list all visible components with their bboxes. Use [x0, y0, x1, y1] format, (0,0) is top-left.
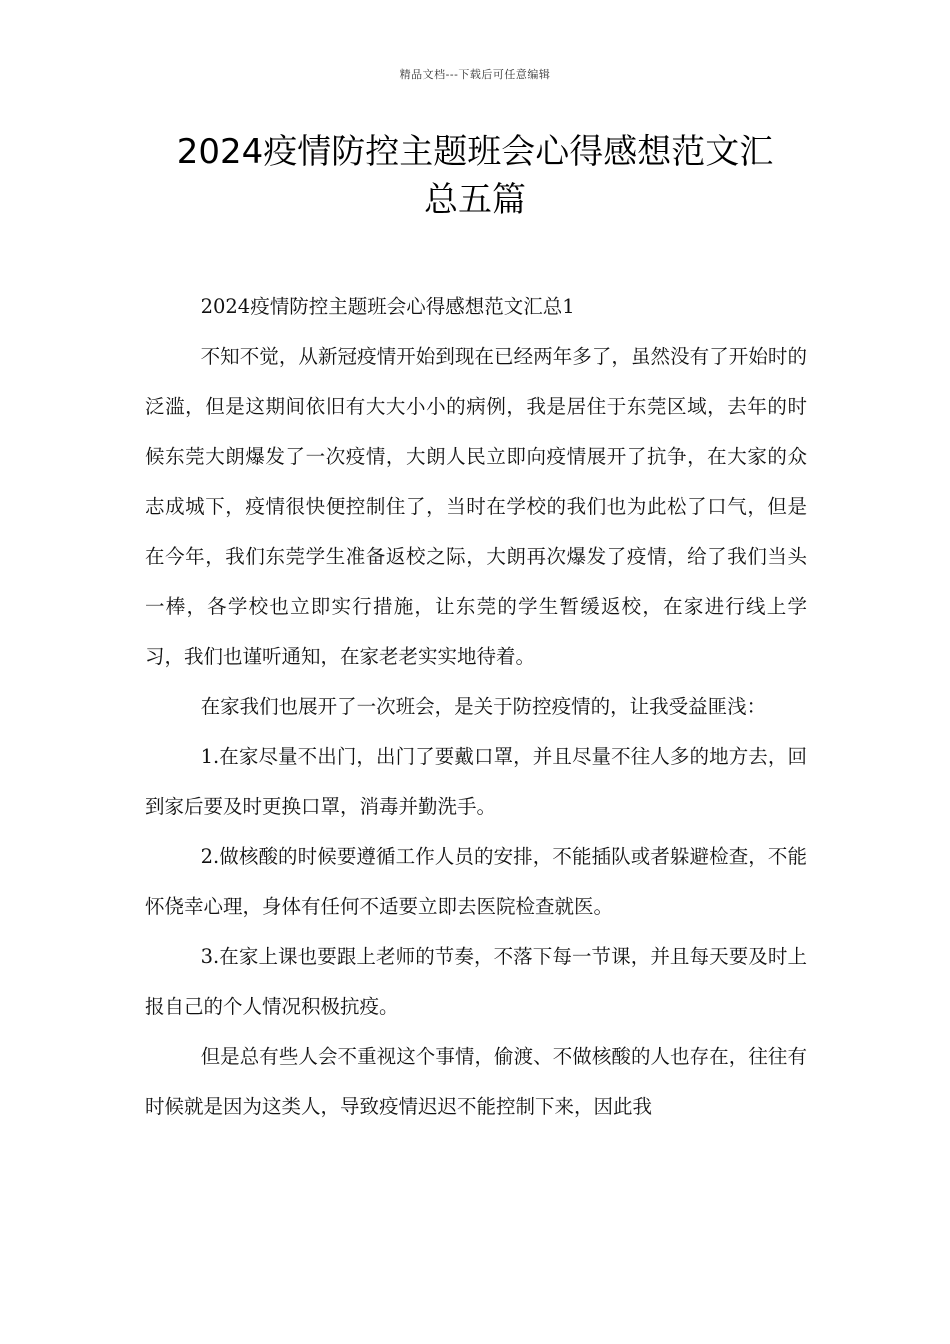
list-item-2: 2.做核酸的时候要遵循工作人员的安排，不能插队或者躲避检查，不能怀侥幸心理，身体有任何不适要立即去医院检查就医。: [145, 845, 807, 918]
paragraph-class-meeting: 在家我们也展开了一次班会，是关于防控疫情的，让我受益匪浅：: [200, 695, 767, 718]
document-body: [145, 282, 807, 1132]
document-title: [120, 128, 830, 224]
list-item-1: 1.在家尽量不出门，出门了要戴口罩，并且尽量不往人多的地方去，回到家后要及时更换口罩，消毒并勤洗手。: [145, 745, 807, 818]
title-line-2: 总五篇: [424, 180, 526, 220]
paragraph-intro: 不知不觉，从新冠疫情开始到现在已经两年多了，虽然没有了开始时的泛滥，但是这期间依旧有大大小小的病例，我是居住于东莞区域，去年的时候东莞大朗爆发了一次疫情，大朗人民立即向疫情展开了抗争，在大家的众志成城下，疫情很快便控制住了，当时在学校的我们也为此松了口气，但是在今年，我们东莞学生准备返校之际，大朗再次爆发了疫情，给了我们当头一棒，各学校也立即实行措施，让东莞的学生暂缓返校，在家进行线上学习，我们也谨听通知，在家老老实实地待着。: [145, 345, 807, 668]
list-item-3: 3.在家上课也要跟上老师的节奏，不落下每一节课，并且每天要及时上报自己的个人情况积极抗疫。: [145, 945, 807, 1018]
title-line-1: 2024疫情防控主题班会心得感想范文汇: [176, 132, 774, 172]
section-heading: 2024疫情防控主题班会心得感想范文汇总1: [200, 295, 575, 318]
header-note: 精品文档---下载后可任意编辑: [399, 68, 551, 81]
paragraph-conclusion: 但是总有些人会不重视这个事情，偷渡、不做核酸的人也存在，往往有时候就是因为这类人，导致疫情迟迟不能控制下来，因此我: [145, 1045, 807, 1118]
